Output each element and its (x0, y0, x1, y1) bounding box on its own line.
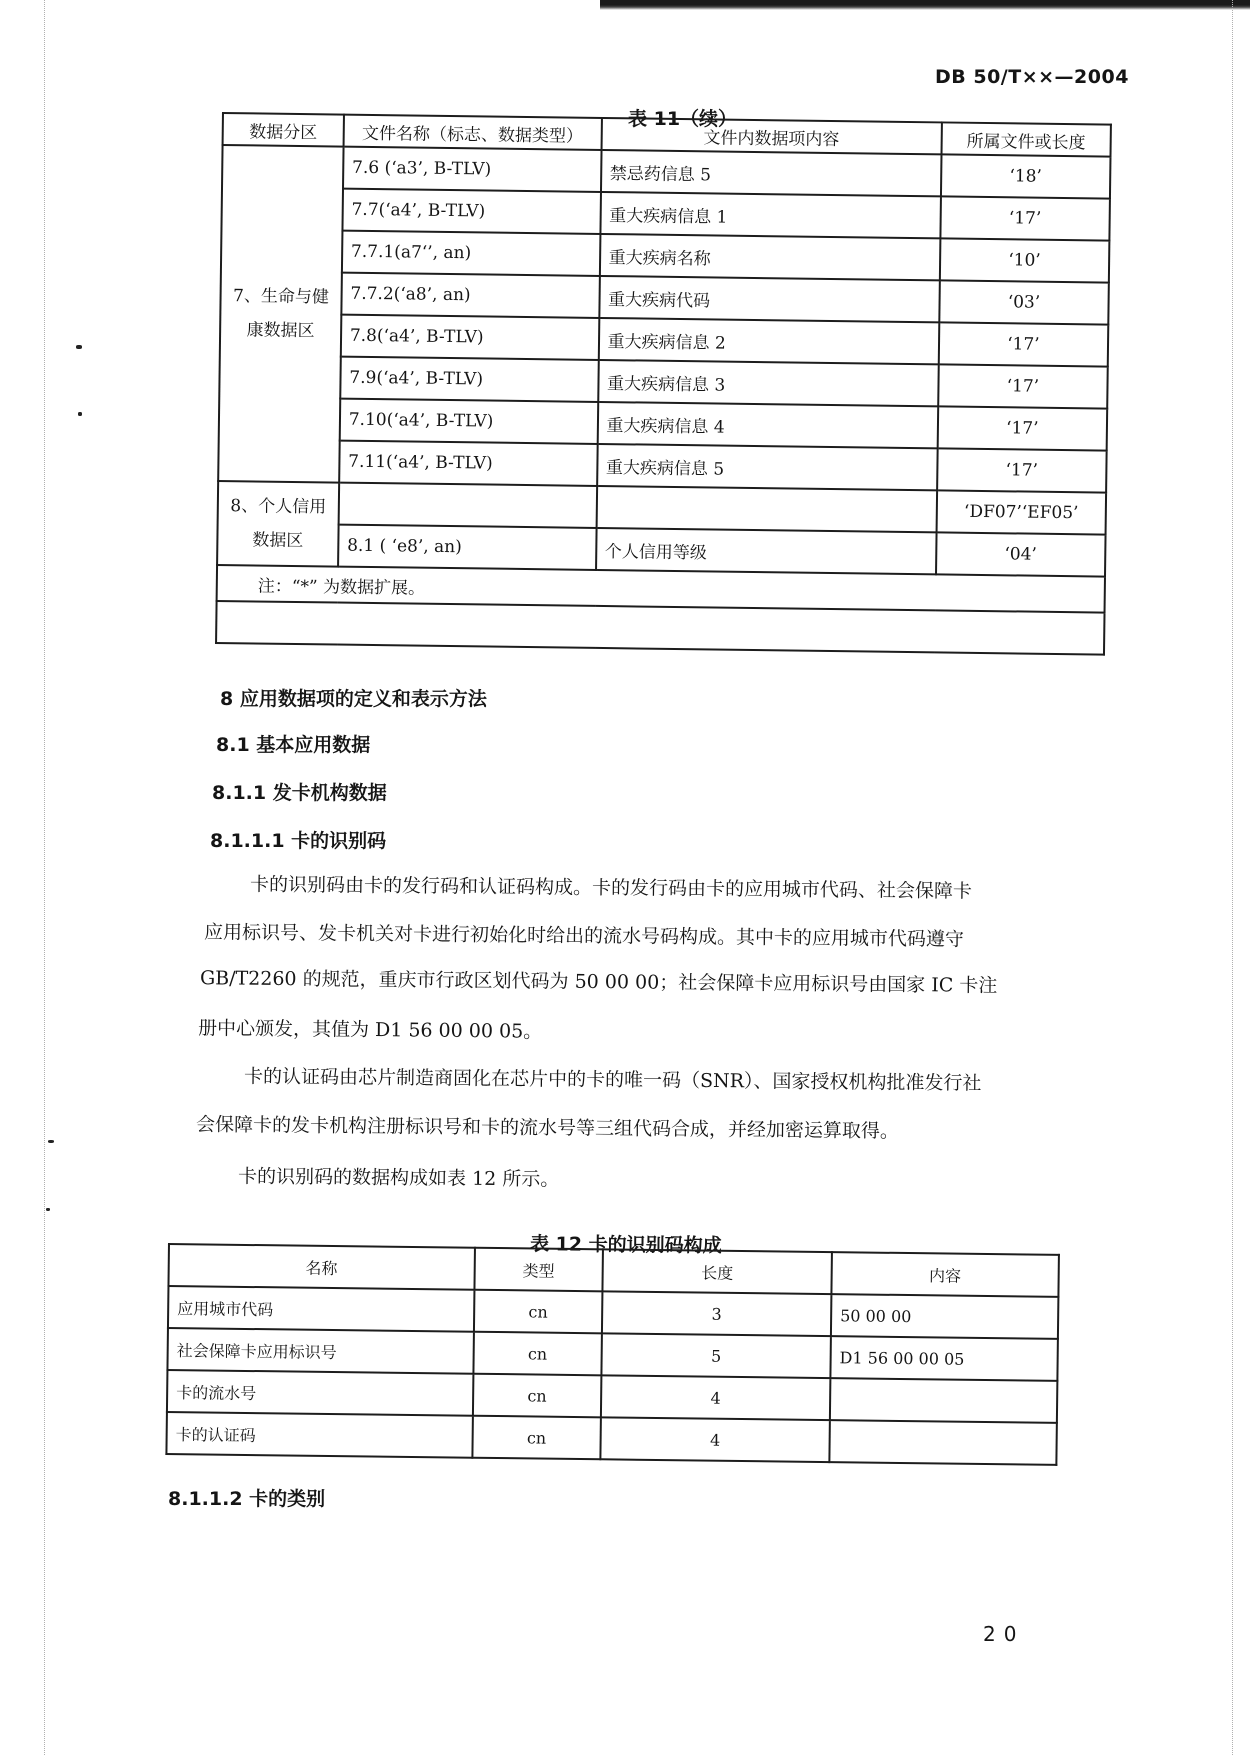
name-cell: 卡的认证码 (166, 1412, 472, 1458)
content-cell: 重大疾病信息 4 (597, 402, 938, 448)
content-cell: 重大疾病信息 1 (600, 192, 941, 238)
heading-8-1-1-1: 8.1.1.1 卡的识别码 (210, 830, 387, 852)
paragraph-line: 会保障卡的发卡机构注册标识号和卡的流水号等三组代码合成，并经加密运算取得。 (195, 1113, 900, 1143)
col-header: 文件内数据项内容 (601, 118, 942, 154)
paragraph-line: 卡的识别码的数据构成如表 12 所示。 (237, 1165, 560, 1191)
table12-caption: 表 12 卡的识别码构成 (529, 1233, 722, 1257)
zone-cell: 8、个人信用数据区 (217, 481, 339, 567)
scan-speck (48, 1140, 54, 1143)
type-cell: cn (472, 1416, 601, 1460)
paragraph-line: 册中心颁发，其值为 D1 56 00 00 05。 (197, 1017, 543, 1043)
content-cell: 重大疾病名称 (599, 234, 940, 280)
content-cell: 重大疾病信息 5 (597, 444, 938, 490)
paragraph-line: GB/T2260 的规范，重庆市行政区划代码为 50 00 00；社会保障卡应用标识号由国家 IC 卡注 (199, 967, 998, 997)
length-cell: ‘04’ (936, 532, 1106, 576)
heading-8-1-1: 8.1.1 发卡机构数据 (212, 782, 387, 804)
length-cell: ‘18’ (941, 154, 1111, 198)
scan-edge-bar (600, 0, 1250, 10)
file-cell: 7.7.2(‘a8’, an) (341, 273, 599, 318)
col-header: 所属文件或长度 (941, 122, 1111, 156)
content-cell: 50 00 00 (831, 1294, 1059, 1339)
length-cell: 4 (601, 1417, 830, 1462)
file-cell: 7.11(‘a4’, B-TLV) (339, 441, 597, 486)
table11-caption: 表 11（续） (628, 108, 738, 130)
col-header: 类型 (474, 1248, 603, 1292)
col-header: 内容 (831, 1252, 1059, 1297)
table11 (215, 112, 1112, 656)
length-cell: ‘03’ (939, 280, 1109, 324)
length-cell: 5 (602, 1333, 831, 1378)
content-cell: 个人信用等级 (596, 528, 937, 574)
heading-8-1: 8.1 基本应用数据 (216, 734, 371, 756)
content-cell: 禁忌药信息 5 (601, 150, 942, 196)
content-cell: 重大疾病信息 3 (598, 360, 939, 406)
content-cell (596, 486, 937, 532)
col-header: 长度 (603, 1249, 832, 1294)
content-cell: D1 56 00 00 05 (830, 1336, 1058, 1381)
length-cell: ‘17’ (940, 196, 1110, 240)
scan-speck (76, 345, 82, 349)
col-header: 名称 (168, 1244, 474, 1290)
paragraph-line: 应用标识号、发卡机关对卡进行初始化时给出的流水号码构成。其中卡的应用城市代码遵守 (203, 921, 965, 951)
type-cell: cn (474, 1290, 603, 1334)
col-header: 文件名称（标志、数据类型） (343, 115, 601, 150)
file-cell (338, 483, 596, 528)
file-cell: 7.10(‘a4’, B-TLV) (340, 399, 598, 444)
name-cell: 社会保障卡应用标识号 (167, 1328, 473, 1374)
file-cell: 7.8(‘a4’, B-TLV) (341, 315, 599, 360)
scan-artifact-line (44, 0, 46, 1755)
scan-speck (46, 1208, 50, 1211)
heading-8-1-1-2: 8.1.1.2 卡的类别 (168, 1488, 326, 1510)
content-cell (830, 1378, 1058, 1423)
file-cell: 7.7(‘a4’, B-TLV) (342, 189, 600, 234)
length-cell: ‘DF07’‘EF05’ (936, 490, 1106, 534)
scan-speck (78, 412, 82, 416)
type-cell: cn (473, 1332, 602, 1376)
file-cell: 7.9(‘a4’, B-TLV) (340, 357, 598, 402)
length-cell: ‘17’ (937, 448, 1107, 492)
file-cell: 7.7.1(a7‘’, an) (342, 231, 600, 276)
length-cell: ‘17’ (939, 322, 1109, 366)
length-cell: ‘17’ (938, 406, 1108, 450)
name-cell: 卡的流水号 (167, 1370, 473, 1416)
page-number: 20 (983, 1622, 1025, 1646)
scan-artifact-line (1232, 0, 1234, 1755)
paragraph-line: 卡的识别码由卡的发行码和认证码构成。卡的发行码由卡的应用城市代码、社会保障卡 (249, 873, 973, 903)
length-cell: 4 (601, 1375, 830, 1420)
content-cell: 重大疾病代码 (599, 276, 940, 322)
content-cell (829, 1420, 1057, 1465)
paragraph-line: 卡的认证码由芯片制造商固化在芯片中的卡的唯一码（SNR）、国家授权机构批准发行社 (243, 1065, 982, 1095)
length-cell: ‘17’ (938, 364, 1108, 408)
type-cell: cn (473, 1374, 602, 1418)
file-cell: 7.6 (‘a3’, B-TLV) (343, 147, 601, 192)
col-header: 数据分区 (223, 113, 344, 147)
length-cell: 3 (602, 1291, 831, 1336)
table-note: 注：“*” 为数据扩展。 (217, 565, 1105, 613)
length-cell: ‘10’ (940, 238, 1110, 282)
content-cell: 重大疾病信息 2 (598, 318, 939, 364)
file-cell: 8.1 ( ‘e8’, an) (338, 525, 596, 570)
heading-8: 8 应用数据项的定义和表示方法 (220, 688, 487, 710)
table12 (165, 1243, 1060, 1466)
zone-cell: 7、生命与健康数据区 (218, 145, 343, 483)
document-code: DB 50/T××—2004 (935, 66, 1129, 88)
name-cell: 应用城市代码 (168, 1286, 474, 1332)
